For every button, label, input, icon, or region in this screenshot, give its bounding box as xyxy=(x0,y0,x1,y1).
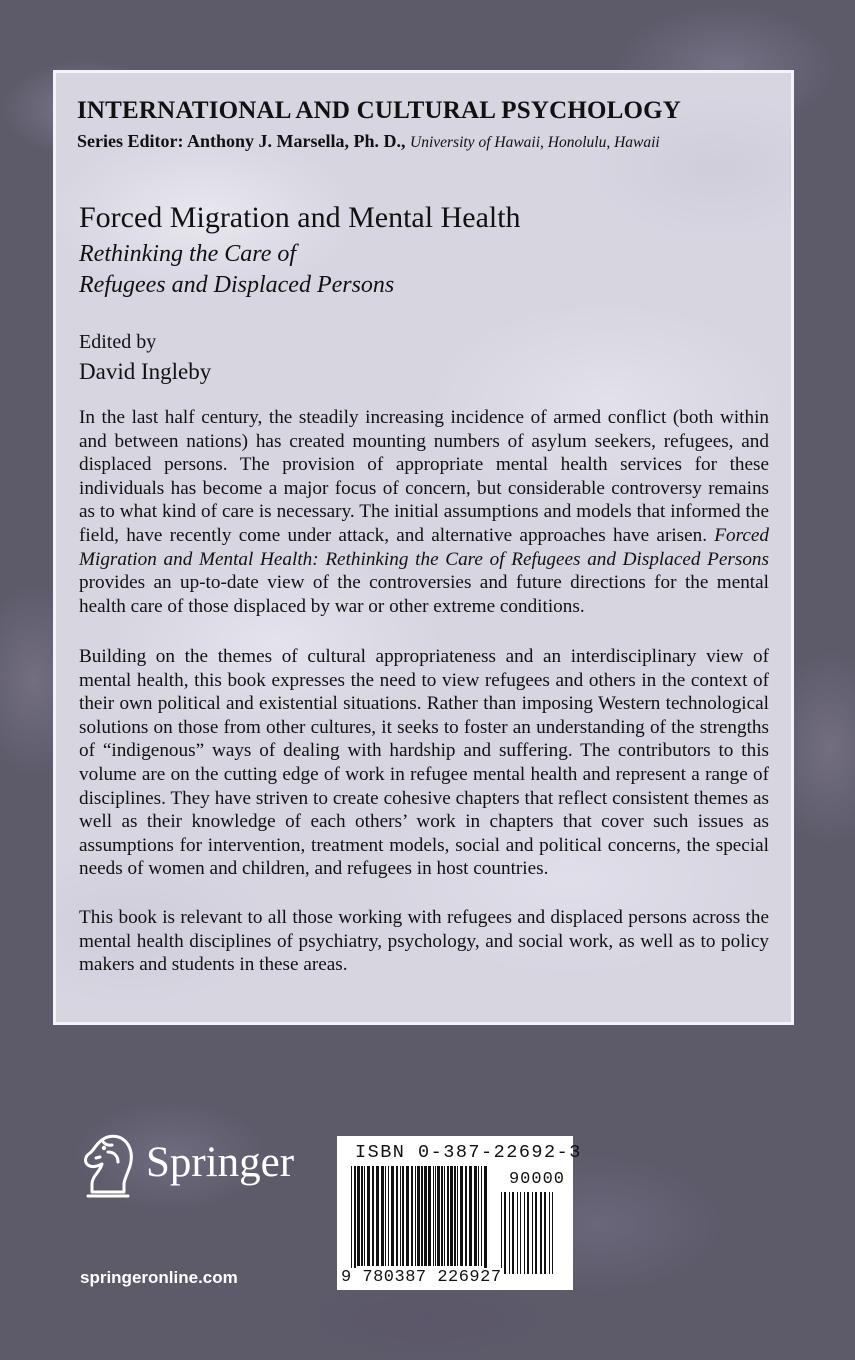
addon-bar xyxy=(517,1192,518,1274)
barcode-bar xyxy=(457,1166,458,1266)
book-subtitle xyxy=(79,239,394,301)
barcode-bar xyxy=(428,1166,431,1266)
addon-bar xyxy=(544,1192,546,1274)
barcode-bar xyxy=(474,1166,477,1266)
addon-bar xyxy=(527,1192,529,1274)
price-code: 90000 xyxy=(508,1170,565,1189)
barcode-bar xyxy=(424,1166,427,1266)
barcode-bar xyxy=(441,1166,443,1266)
barcode-bar xyxy=(421,1166,423,1266)
barcode-bar xyxy=(364,1166,365,1266)
addon-bar xyxy=(501,1192,502,1274)
p1-italic-title: Forced Migration and Mental Health: Rethinking the Care of Refugees and Displaced Persons xyxy=(79,524,769,570)
addon-bar xyxy=(535,1192,537,1274)
barcode-bar xyxy=(351,1166,352,1274)
ean-digits: 9 780387 226927 xyxy=(341,1268,502,1287)
barcode-bar xyxy=(444,1166,445,1266)
series-editor-line xyxy=(77,131,660,152)
barcode-bar xyxy=(469,1166,472,1266)
barcode-bar xyxy=(484,1166,487,1274)
description-paragraph-1 xyxy=(79,406,769,618)
series-editor-label: Series Editor: Anthony J. Marsella, Ph. D., xyxy=(77,131,406,151)
barcode-bar xyxy=(400,1166,401,1266)
isbn-number: ISBN 0-387-22692-3 xyxy=(355,1142,582,1163)
p1-text-b: provides an up-to-date view of the controversies and future directions for the mental health care of those displaced by war or other extreme conditions. xyxy=(79,572,769,617)
springer-wordmark: Springer xyxy=(146,1139,295,1186)
publisher-url: springeronline.com xyxy=(80,1268,238,1287)
barcode-bar xyxy=(357,1166,360,1266)
barcode-bar xyxy=(415,1166,416,1266)
editor-name: David Ingleby xyxy=(79,359,212,384)
book-title: Forced Migration and Mental Health xyxy=(79,201,521,234)
addon-bar xyxy=(532,1192,533,1274)
barcode-bar xyxy=(388,1166,389,1266)
barcode-bar xyxy=(465,1166,467,1266)
barcode-bar xyxy=(447,1166,449,1266)
addon-bar xyxy=(524,1192,525,1274)
barcode-bar xyxy=(385,1166,386,1266)
barcode-bar xyxy=(402,1166,404,1266)
barcode-bar xyxy=(435,1166,436,1266)
addon-bar xyxy=(512,1192,514,1274)
barcode-bar xyxy=(354,1166,356,1274)
barcode-bar xyxy=(361,1166,363,1266)
barcode-bar xyxy=(433,1166,434,1266)
barcode-bar xyxy=(406,1166,409,1266)
addon-bar xyxy=(504,1192,506,1274)
addon-bar xyxy=(540,1192,542,1274)
barcode-bar xyxy=(372,1166,374,1266)
barcode-bar xyxy=(417,1166,420,1266)
barcode-bar xyxy=(396,1166,398,1266)
back-cover-panel xyxy=(53,70,794,1025)
barcode-bar xyxy=(376,1166,379,1266)
description-paragraph-2: Building on the themes of cultural appropriateness and an interdisciplinary view of mental health, this book expresses the need to view refugees and others in the context of their own political and existential situations. Rather than imposing Western technological solutions on those from other cultures, it seeks to foster an understanding of the strengths of “indigenous” ways of dealing with hardship and suffering. The contributors to this volume are on the cutting edge of work in refugee mental health and represent a range of disciplines. They have striven to create cohesive chapters that reflect consistent themes as well as their knowledge of each others’ work in chapters that cover such issues as assumptions for intervention, treatment models, social and political concerns, the special needs of women and children, and refugees in host countries. xyxy=(79,646,769,880)
barcode-bar xyxy=(437,1166,440,1266)
subtitle-line-1: Rethinking the Care of xyxy=(79,241,297,267)
edited-by-label: Edited by xyxy=(79,331,157,353)
barcode-bar xyxy=(391,1166,394,1266)
barcode-bar xyxy=(454,1166,456,1266)
barcode-bar xyxy=(450,1166,453,1266)
barcode-bar xyxy=(460,1166,463,1266)
subtitle-line-2: Refugees and Displaced Persons xyxy=(79,272,395,298)
description-paragraph-3: This book is relevant to all those working with refugees and displaced persons across the mental health disciplines of psychiatry, psychology, and social work, as well as to policy makers and students in these areas. xyxy=(79,907,769,976)
addon-bar xyxy=(549,1192,550,1274)
addon-bar xyxy=(520,1192,521,1274)
knight-chess-piece-icon xyxy=(78,1130,140,1200)
p1-text-a: In the last half century, the steadily increasing incidence of armed conflict (both within and between nations) has created mounting numbers of asylum seekers, refugees, and displaced persons. The provision of appropriate mental health services for these individuals has become a major focus of concern, but considerable controversy remains as to what kind of care is necessary. The initial assumptions and models that informed the field, have recently come under attack, and alternative approaches have arisen. xyxy=(79,407,769,546)
barcode-bar xyxy=(381,1166,384,1266)
addon-bar xyxy=(552,1192,553,1274)
springer-logo xyxy=(78,1130,328,1200)
series-editor-affiliation: University of Hawaii, Honolulu, Hawaii xyxy=(410,134,660,151)
barcode-bar xyxy=(481,1166,482,1266)
isbn-barcode xyxy=(337,1136,582,1290)
barcode-bar xyxy=(367,1166,370,1266)
series-title: INTERNATIONAL AND CULTURAL PSYCHOLOGY xyxy=(77,97,682,124)
barcode-bar xyxy=(411,1166,413,1266)
barcode-bar xyxy=(478,1166,479,1266)
addon-bar xyxy=(509,1192,510,1274)
